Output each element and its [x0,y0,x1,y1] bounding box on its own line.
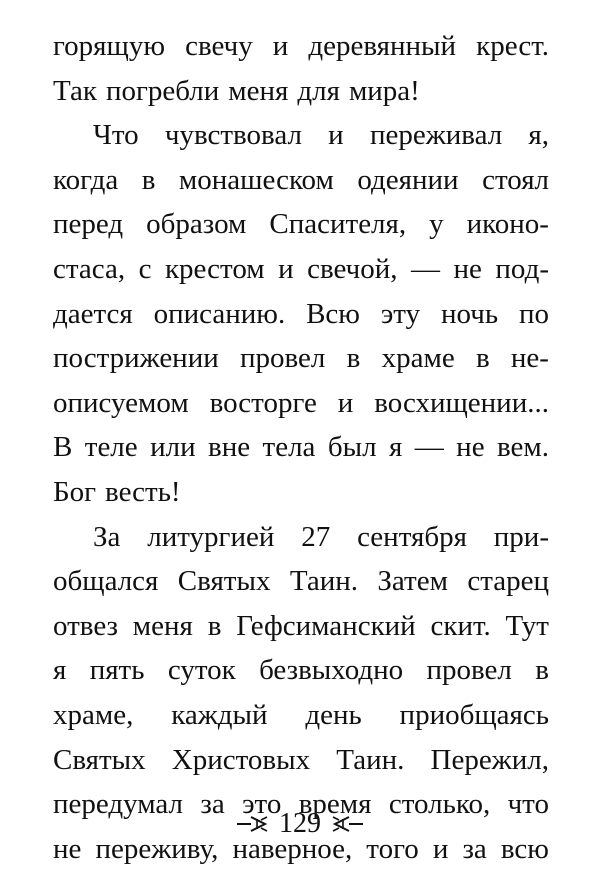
word: в [535,654,549,687]
word: теле [84,431,138,464]
word: стаса, [53,252,126,285]
word: я [388,431,403,464]
text-line [53,158,549,203]
word: и [432,832,449,865]
word: под- [495,252,549,285]
word: перед [53,208,124,241]
word: восторге [209,386,317,419]
word: когда [53,163,119,196]
text-line [53,738,549,783]
word: того [366,832,419,865]
word: храме, [53,698,134,731]
word: монашеском [178,163,334,196]
word: тела [262,431,316,464]
word: отвез [53,609,118,642]
word: описанию. [153,297,286,330]
word: или [150,431,196,464]
word: Святых [53,743,146,776]
word: в [141,163,156,196]
text-line [53,69,549,114]
word: пять [89,654,145,687]
word: крест. [476,30,549,62]
word: горящую [53,30,166,62]
word: мира! [348,74,420,107]
text-line [53,470,549,515]
word: каждый [171,698,268,731]
word: за [200,788,225,821]
word: пострижении [53,342,219,375]
ornament-left-icon [235,814,269,834]
word: не [456,431,485,464]
word: за [462,832,487,865]
word: день [305,698,362,731]
word: провел [240,342,326,375]
word: переживал [369,119,503,152]
word: Святых [177,565,271,598]
word: чувствовал [164,119,302,152]
word: столько, [388,788,491,821]
word: по [518,297,549,330]
word: Затем [377,565,448,598]
text-line [53,693,549,738]
word: крестом [164,252,265,285]
word: и [337,386,354,419]
text-line [53,292,549,337]
body-text [53,24,549,871]
text-line [53,24,549,69]
word: За [93,520,121,553]
word: одеянии [357,163,459,196]
page-number: 129 [279,808,321,839]
word: погребли [105,74,220,107]
word: общался [53,565,159,598]
text-line [53,515,549,560]
word: восхищении... [374,386,549,419]
word: В [53,431,73,464]
word: и [278,252,294,285]
text-line [53,425,549,470]
word: Тут [505,609,549,642]
word: с [138,252,152,285]
word: и [328,119,344,152]
word: образом [146,208,247,241]
word: время [298,788,372,821]
word: это [242,788,282,821]
word: Так [53,74,97,107]
text-line [53,648,549,693]
word: что [507,788,549,821]
word: ночь [440,297,499,330]
word: я [53,654,67,687]
word: — [414,431,444,464]
word: не [53,832,82,865]
word: у [429,208,444,241]
word: наверное, [232,832,353,865]
word: вне [208,431,251,464]
word: Христовых [171,743,311,776]
word: Спасителя, [269,208,407,241]
word: вем. [497,431,549,464]
word: и [272,30,289,62]
word: свечой, [307,252,398,285]
text-line [53,604,549,649]
text-line [53,113,549,158]
word: сентября [357,520,467,553]
word: Таин. [336,743,405,776]
word: деревянный [308,30,457,62]
word: свечу [185,30,253,62]
word: в [346,342,361,375]
word: литургией [147,520,275,553]
word: весть! [105,475,181,508]
text-line [53,202,549,247]
word: при- [493,520,549,553]
text-line [53,559,549,604]
text-line [53,247,549,292]
word: провел [426,654,512,687]
word: Бог [53,475,97,508]
word: меня [132,609,193,642]
word: Всю [306,297,360,330]
word: безвыходно [259,654,404,687]
word: стоял [482,163,549,196]
word: дается [53,297,133,330]
word: суток [167,654,236,687]
word: эту [380,297,421,330]
word: переживу, [95,832,219,865]
word: Пережил, [430,743,549,776]
ornament-right-icon [331,814,365,834]
word: приобщаясь [399,698,549,731]
word: Что [93,119,139,152]
word: Гефсиманский [236,609,416,642]
word: иконо- [466,208,549,241]
page-footer [0,808,600,840]
word: Таин. [289,565,358,598]
word: для [297,74,340,107]
word: передумал [53,788,184,821]
word: скит. [430,609,491,642]
word: описуемом [53,386,189,419]
word: я, [528,119,549,152]
word: — [411,252,441,285]
text-line [53,336,549,381]
word: не [453,252,482,285]
word: 27 [301,520,331,553]
text-line [53,381,549,426]
word: всю [500,832,549,865]
word: в [207,609,222,642]
word: храме [381,342,455,375]
word: меня [228,74,289,107]
word: был [327,431,377,464]
word: в [475,342,490,375]
word: старец [467,565,549,598]
word: не- [510,342,549,375]
